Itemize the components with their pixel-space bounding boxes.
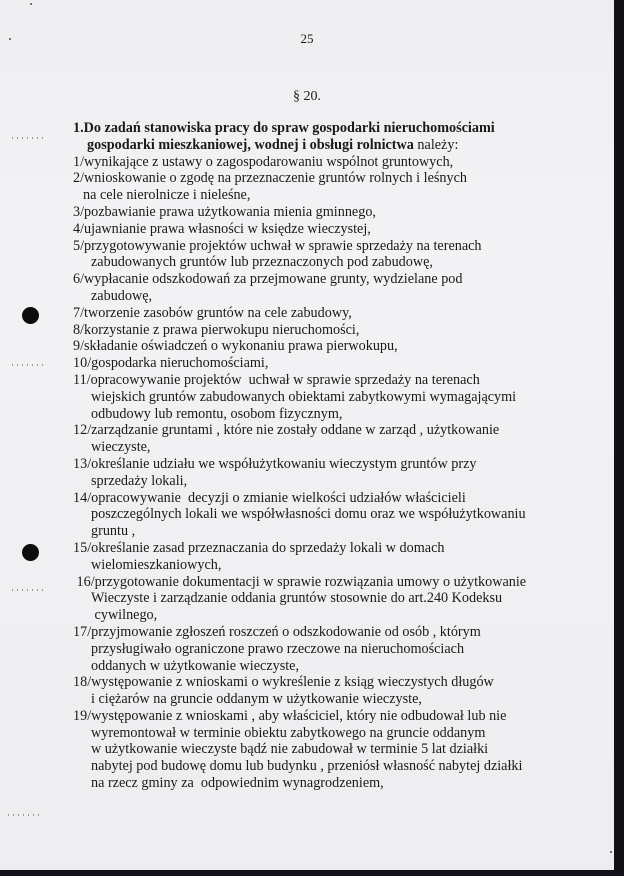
list-item-continuation: cywilnego, xyxy=(91,607,158,624)
list-item xyxy=(73,540,573,574)
list-item xyxy=(73,305,573,322)
list-item xyxy=(73,170,573,204)
scan-dots xyxy=(8,814,42,816)
list-item xyxy=(73,238,573,272)
list-item-first-line: 17/przyjmowanie zgłoszeń roszczeń o odszkodowanie od osób , którym xyxy=(73,623,481,640)
list-item-continuation: na rzecz gminy za odpowiednim wynagrodzeniem, xyxy=(91,775,384,792)
list-item-first-line: 6/wypłacanie odszkodowań za przejmowane grunty, wydzielane pod xyxy=(73,271,463,288)
list-item-first-line: 7/tworzenie zasobów gruntów na cele zabudowy, xyxy=(73,304,352,321)
list-item-first-line: 9/składanie oświadczeń o wykonaniu prawa pierwokupu, xyxy=(73,338,398,355)
list-item-continuation: przysługiwało ograniczone prawo rzeczowe na nieruchomościach xyxy=(91,640,465,657)
list-item-continuation: zabudowanych gruntów lub przeznaczonych pod zabudowę, xyxy=(91,254,433,271)
list-item xyxy=(73,490,573,540)
list-item xyxy=(73,574,573,624)
list-item-first-line: 19/występowanie z wnioskami , aby właściciel, który nie odbudował lub nie xyxy=(73,707,507,724)
heading-bold: gospodarki mieszkaniowej, wodnej i obsługi rolnictwa xyxy=(87,136,414,153)
scan-speck xyxy=(30,3,32,5)
list-item xyxy=(73,624,573,674)
binder-hole xyxy=(22,307,39,324)
list-item xyxy=(73,674,573,708)
list-item-first-line: 13/określanie udziału we współużytkowaniu wieczystym gruntów przy xyxy=(73,455,477,472)
list-item-first-line: 14/opracowywanie decyzji o zmianie wielkości udziałów właścicieli xyxy=(73,489,466,506)
list-item-continuation: Wieczyste i zarządzanie oddania gruntów stosownie do art.240 Kodeksu xyxy=(91,590,503,607)
list-item xyxy=(73,338,573,355)
page-number: 25 xyxy=(300,31,314,46)
list-item xyxy=(73,422,573,456)
scan-border-bottom xyxy=(0,870,624,876)
list-item xyxy=(73,708,573,792)
list-item xyxy=(73,204,573,221)
list-item-first-line: 8/korzystanie z prawa pierwokupu nieruchomości, xyxy=(73,321,360,338)
list-item-continuation: na cele nierolnicze i nieleśne, xyxy=(83,187,251,204)
list-item-continuation: wielomieszkaniowych, xyxy=(91,556,222,573)
scan-dots xyxy=(12,364,46,366)
list-item-first-line: 5/przygotowywanie projektów uchwał w sprawie sprzedaży na terenach xyxy=(73,237,482,254)
list-item-continuation: nabytej pod budowę domu lub budynku , przeniósł własność nabytej działki xyxy=(91,758,523,775)
list-item-first-line: 18/występowanie z wnioskami o wykreślenie z ksiąg wieczystych długów xyxy=(73,674,494,691)
heading-line-2 xyxy=(73,137,573,154)
task-list xyxy=(73,154,573,792)
list-item-continuation: wieczyste, xyxy=(91,439,151,456)
list-item-continuation: zabudowę, xyxy=(91,287,153,304)
binder-hole xyxy=(22,544,39,561)
list-item xyxy=(73,372,573,422)
list-item-first-line: 11/opracowywanie projektów uchwał w sprawie sprzedaży na terenach xyxy=(73,371,480,388)
heading-line-1: 1.Do zadań stanowiska pracy do spraw gospodarki nieruchomościami xyxy=(73,120,495,136)
heading-tail: należy: xyxy=(413,136,459,153)
list-item xyxy=(73,322,573,339)
list-item-first-line: 4/ujawnianie prawa własności w księdze wieczystej, xyxy=(73,220,371,237)
list-item-first-line: 15/określanie zasad przeznaczania do sprzedaży lokali w domach xyxy=(73,539,445,556)
list-item-continuation: w użytkowanie wieczyste bądź nie zabudował w terminie 5 lat działki xyxy=(91,741,489,758)
list-item xyxy=(73,271,573,305)
scan-speck xyxy=(610,851,612,853)
scan-dots xyxy=(12,589,46,591)
list-item-first-line: 1/wynikające z ustawy o zagospodarowaniu wspólnot gruntowych, xyxy=(73,153,454,170)
list-item xyxy=(73,355,573,372)
scan-border-right xyxy=(614,0,624,876)
list-item xyxy=(73,154,573,171)
list-item-first-line: 3/pozbawianie prawa użytkowania mienia gminnego, xyxy=(73,203,376,220)
list-item-first-line: 2/wnioskowanie o zgodę na przeznaczenie gruntów rolnych i leśnych xyxy=(73,170,467,187)
list-item-continuation: oddanych w użytkowanie wieczyste, xyxy=(91,657,300,674)
section-title: § 20. xyxy=(293,89,321,104)
list-item-continuation: sprzedaży lokali, xyxy=(91,472,188,489)
list-item-continuation: odbudowy lub remontu, osobom fizycznym, xyxy=(91,405,343,422)
scan-dots xyxy=(12,137,46,139)
list-item-continuation: i ciężarów na gruncie oddanym w użytkowanie wieczyste, xyxy=(91,691,422,708)
list-item-continuation: poszczególnych lokali we współwłasności domu oraz we współużytkowaniu xyxy=(91,506,526,523)
list-item-first-line: 10/gospodarka nieruchomościami, xyxy=(73,355,269,372)
list-item xyxy=(73,221,573,238)
list-item xyxy=(73,456,573,490)
list-item-first-line: 16/przygotowanie dokumentacji w sprawie rozwiązania umowy o użytkowanie xyxy=(73,573,527,590)
list-item-continuation: wyremontował w terminie obiektu zabytkowego na gruncie oddanym xyxy=(91,724,486,741)
list-item-continuation: gruntu , xyxy=(91,523,136,540)
list-item-first-line: 12/zarządzanie gruntami , które nie zostały oddane w zarząd , użytkowanie xyxy=(73,422,500,439)
scan-speck xyxy=(9,38,11,40)
document-body xyxy=(73,120,573,792)
list-item-continuation: wiejskich gruntów zabudowanych obiektami zabytkowymi wymagającymi xyxy=(91,388,517,405)
